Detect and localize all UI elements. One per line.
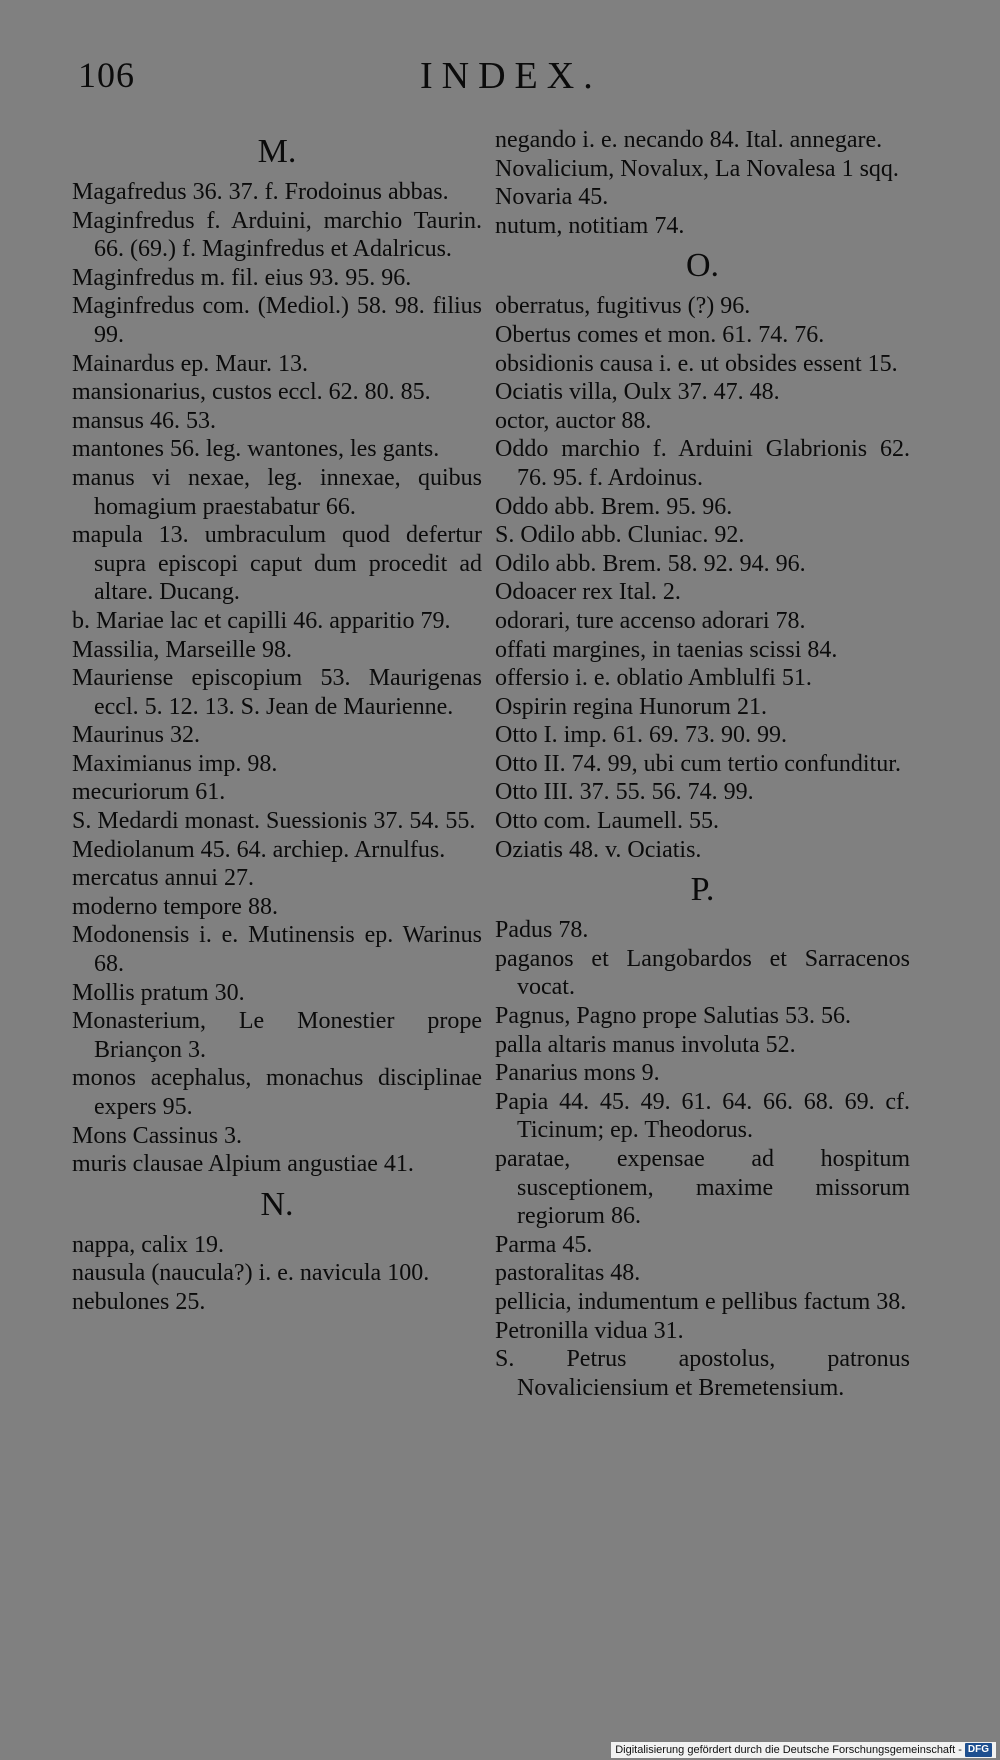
index-entry: oberratus, fugitivus (?) 96.	[495, 293, 751, 320]
index-entry: mantones 56. leg. wantones, les gants.	[72, 436, 440, 463]
index-entry: Maximianus imp. 98.	[72, 750, 278, 777]
index-entry: pellicia, indumentum e pellibus factum 38.	[495, 1288, 907, 1315]
left-column	[72, 126, 482, 1317]
index-entry: Mediolanum 45. 64. archiep. Arnulfus.	[72, 836, 446, 863]
index-entry: Modonensis i. e. Mutinensis ep. Warinus 68.	[72, 922, 482, 978]
index-entry: pastoralitas 48.	[495, 1260, 641, 1287]
footer-credit-text: Digitalisierung gefördert durch die Deutsche Forschungsgemeinschaft -	[615, 1744, 962, 1756]
index-entry: Papia 44. 45. 49. 61. 64. 66. 68. 69. cf. Ticinum; ep. Theodorus.	[495, 1088, 910, 1144]
index-entry: monos acephalus, monachus disciplinae expers 95.	[72, 1065, 482, 1120]
index-entry: Mons Cassinus 3.	[72, 1122, 243, 1149]
index-entry: muris clausae Alpium angustiae 41.	[72, 1151, 414, 1178]
index-entry: odorari, ture accenso adorari 78.	[495, 607, 806, 634]
index-entry: obsidionis causa i. e. ut obsides essent 15.	[495, 350, 898, 377]
index-entry: S. Odilo abb. Cluniac. 92.	[495, 522, 745, 549]
index-entry: Oddo abb. Brem. 95. 96.	[495, 493, 733, 520]
index-entry: mansus 46. 53.	[72, 407, 216, 434]
index-entry: Obertus comes et mon. 61. 74. 76.	[495, 321, 825, 348]
index-entry: Otto II. 74. 99, ubi cum tertio confunditur.	[495, 750, 901, 777]
right-column	[495, 126, 910, 1402]
index-entry: nutum, notitiam 74.	[495, 212, 685, 239]
section-letter: N.	[260, 1185, 294, 1223]
index-entry: Parma 45.	[495, 1231, 593, 1258]
index-entry: offersio i. e. oblatio Amblulfi 51.	[495, 665, 812, 692]
index-entry: Otto I. imp. 61. 69. 73. 90. 99.	[495, 722, 787, 749]
index-entry: Novaria 45.	[495, 184, 609, 211]
footer-credit	[611, 1742, 996, 1758]
index-entry: mercatus annui 27.	[72, 865, 254, 892]
index-entry: Novalicium, Novalux, La Novalesa 1 sqq.	[495, 155, 899, 182]
index-entry: Padus 78.	[495, 917, 589, 944]
index-entry: Massilia, Marseille 98.	[72, 636, 292, 663]
index-entry: b. Mariae lac et capilli 46. apparitio 79.	[72, 607, 451, 634]
index-entry: Maginfredus f. Arduini, marchio Taurin. 66. (69.) f. Maginfredus et Adalricus.	[72, 207, 482, 263]
index-entry: Ociatis villa, Oulx 37. 47. 48.	[495, 379, 780, 406]
section-letter: M.	[257, 133, 297, 170]
index-entry: Petronilla vidua 31.	[495, 1317, 684, 1344]
index-entry: Mollis pratum 30.	[72, 979, 245, 1006]
index-entry: Oddo marchio f. Arduini Glabrionis 62. 76. 95. f. Ardoinus.	[495, 436, 910, 491]
index-entry: palla altaris manus involuta 52.	[495, 1031, 796, 1058]
index-entry: Oziatis 48. v. Ociatis.	[495, 836, 702, 863]
section-letter: P.	[690, 871, 715, 909]
running-head-title: INDEX.	[420, 55, 602, 97]
index-entry: nappa, calix 19.	[72, 1231, 224, 1258]
index-entry: Maurinus 32.	[72, 722, 200, 749]
index-entry: Pagnus, Pagno prope Salutias 53. 56.	[495, 1003, 851, 1030]
index-entry: octor, auctor 88.	[495, 407, 652, 434]
index-entry: negando i. e. necando 84. Ital. annegare.	[495, 127, 883, 153]
index-entry: S. Petrus apostolus, patronus Novaliciensium et Bremetensium.	[495, 1346, 910, 1401]
index-entry: Odoacer rex Ital. 2.	[495, 579, 681, 606]
index-entry: Mauriense episcopium 53. Maurigenas eccl. 5. 12. 13. S. Jean de Maurienne.	[72, 665, 482, 720]
index-entry: mapula 13. umbraculum quod defertur supra episcopi caput dum procedit ad altare. Ducang.	[72, 522, 482, 606]
index-entry: paratae, expensae ad hospitum susceptionem, maxime missorum regiorum 86.	[495, 1146, 910, 1230]
index-entry: Ospirin regina Hunorum 21.	[495, 693, 767, 720]
index-entry: Otto III. 37. 55. 56. 74. 99.	[495, 779, 754, 806]
dfg-logo: DFG	[965, 1743, 992, 1757]
index-entry: Panarius mons 9.	[495, 1060, 660, 1087]
index-entry: offati margines, in taenias scissi 84.	[495, 636, 838, 663]
section-letter: O.	[685, 247, 720, 285]
index-entry: paganos et Langobardos et Sarracenos vocat.	[495, 945, 910, 1001]
index-entry: Magafredus 36. 37. f. Frodoinus abbas.	[72, 179, 449, 205]
index-entry: Monasterium, Le Monestier prope Briançon 3.	[72, 1008, 482, 1063]
index-entry: nebulones 25.	[72, 1288, 206, 1315]
index-entry: nausula (naucula?) i. e. navicula 100.	[72, 1260, 430, 1287]
index-entry: manus vi nexae, leg. innexae, quibus homagium praestabatur 66.	[72, 464, 482, 520]
index-entry: Otto com. Laumell. 55.	[495, 808, 719, 835]
index-entry: Odilo abb. Brem. 58. 92. 94. 96.	[495, 550, 806, 577]
index-entry: S. Medardi monast. Suessionis 37. 54. 55.	[72, 808, 476, 835]
index-entry: Mainardus ep. Maur. 13.	[72, 350, 308, 377]
index-entry: mecuriorum 61.	[72, 779, 226, 806]
index-entry: Maginfredus com. (Mediol.) 58. 98. filius 99.	[72, 293, 482, 348]
index-entry: mansionarius, custos eccl. 62. 80. 85.	[72, 379, 431, 406]
index-entry: Maginfredus m. fil. eius 93. 95. 96.	[72, 264, 412, 291]
index-entry: moderno tempore 88.	[72, 893, 278, 920]
page-number: 106	[78, 55, 135, 95]
